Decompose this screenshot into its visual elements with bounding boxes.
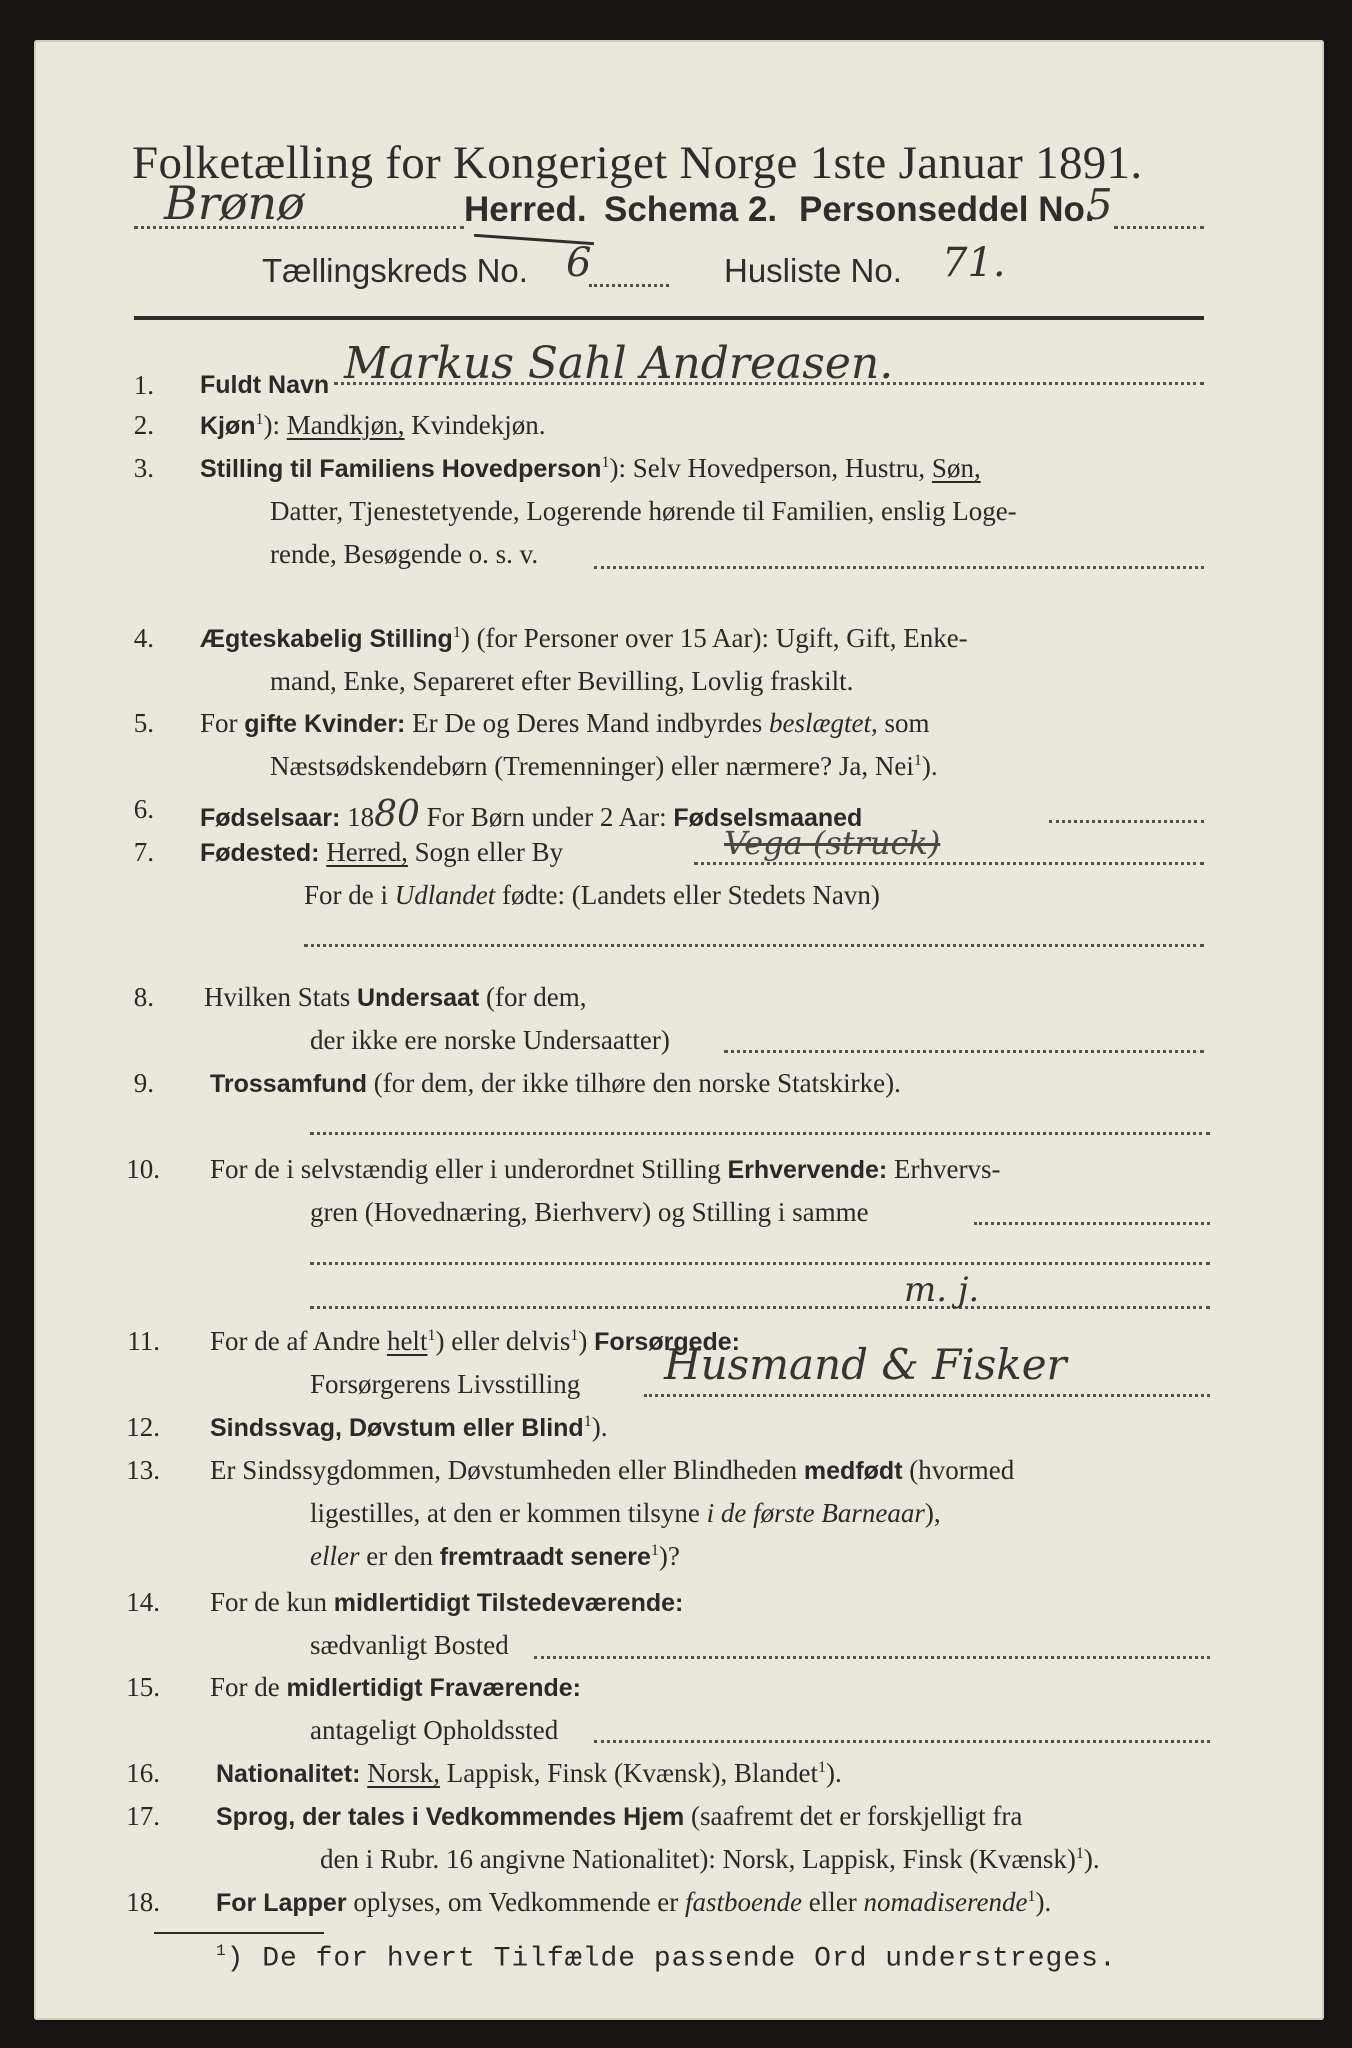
q8-end: (for dem, [479, 982, 587, 1012]
q18-number: 18. [126, 1887, 160, 1917]
q7-line1 [200, 837, 563, 868]
q18-text: oplyses, om Vedkommende er [346, 1887, 686, 1917]
q11-handwritten-mark: m. j. [904, 1270, 980, 1310]
q2-text: ): [263, 410, 287, 440]
q10-dotted-line3 [310, 1306, 1210, 1309]
q10-pre: For de i selvstændig eller i underordnet Stilling [210, 1154, 728, 1184]
q1-label: Fuldt Navn [200, 371, 330, 399]
q9-label: Trossamfund [210, 1070, 367, 1098]
q7-text: Sogn eller By [407, 837, 564, 867]
q7-dotted-line2 [304, 944, 1204, 947]
q3-number: 3. [133, 453, 154, 483]
q16-text: Lappisk, Finsk (Kvænsk), Blandet [439, 1758, 818, 1788]
q1-dotted-line [334, 382, 1204, 385]
q7-line2-italic: Udlandet [394, 880, 496, 910]
q7-answer-struck: Vega (struck) [724, 824, 941, 862]
q18-italic1: fastboende [685, 1887, 803, 1917]
q5-sup: 1 [913, 752, 922, 769]
q18-mid: eller [802, 1887, 864, 1917]
q11-number: 11. [127, 1326, 160, 1356]
q5-line2-text: Næstsødskendebørn (Tremenninger) eller nærmere? Ja, Nei [270, 751, 914, 781]
q3-label: Stilling til Familiens Hovedperson [200, 455, 602, 483]
q13-line3-end: )? [658, 1541, 680, 1571]
q11-line2: Forsørgerens Livsstilling [310, 1369, 581, 1399]
q13-sup: 1 [650, 1542, 659, 1559]
q13-line2-pre: ligestilles, at den er kommen tilsyne [310, 1498, 707, 1528]
q5-line2 [270, 751, 938, 782]
q6-year-handwritten: 80 [374, 794, 420, 835]
q13-line3-italic: eller [310, 1541, 360, 1571]
q9-line [210, 1068, 901, 1099]
q13-line2 [310, 1498, 941, 1529]
q3-line1 [200, 453, 981, 484]
q17-line2-end: ). [1083, 1844, 1100, 1874]
q8-pre: Hvilken Stats [204, 982, 357, 1012]
q10-end: Erhvervs- [887, 1154, 1001, 1184]
q15-number: 15. [126, 1672, 160, 1702]
footnote-sup: 1 [216, 1942, 227, 1960]
q17-line2-text: den i Rubr. 16 angivne Nationalitet): Norsk, Lappisk, Finsk (Kvænsk) [320, 1844, 1076, 1874]
husliste-label: Husliste No. [724, 252, 902, 289]
q5-pre: For [200, 708, 245, 738]
herred-handwritten: Brønø [164, 176, 305, 230]
q13-line3 [310, 1541, 680, 1572]
q18-line [216, 1887, 1051, 1918]
husliste-number: 71. [942, 240, 1006, 286]
q17-line2 [320, 1844, 1100, 1875]
q14-line2: sædvanligt Bosted [310, 1630, 509, 1660]
q7-number: 7. [133, 837, 154, 867]
q11-mid-end: ) [578, 1326, 595, 1356]
q8-line2: der ikke ere norske Undersaatter) [310, 1025, 670, 1055]
q12-number: 12. [126, 1412, 160, 1442]
q10-number: 10. [126, 1154, 160, 1184]
q11-sup2: 1 [570, 1327, 579, 1344]
personseddel-number: 5 [1086, 180, 1113, 229]
q13-label2: fremtraadt senere [439, 1543, 651, 1571]
q2-option-kvindekjon: Kvindekjøn. [404, 410, 546, 440]
kreds-number: 6 [566, 240, 592, 286]
q16-number: 16. [126, 1758, 160, 1788]
q8-dotted-line [724, 1050, 1204, 1053]
q12-end: ). [591, 1412, 608, 1442]
q2-line [200, 410, 546, 441]
q6-label2: Fødselsmaaned [673, 804, 863, 832]
q13-number: 13. [126, 1455, 160, 1485]
q3-line2: Datter, Tjenestetyende, Logerende hørende til Familien, enslig Loge- [270, 496, 1017, 526]
q2-label: Kjøn [200, 412, 256, 440]
q11-answer-livsstilling: Husmand & Fisker [664, 1340, 1067, 1389]
q11-sup1: 1 [427, 1327, 436, 1344]
q14-line1 [210, 1587, 683, 1618]
q17-number: 17. [126, 1801, 160, 1831]
q3-option-son: Søn, [931, 453, 981, 483]
footnote [216, 1942, 1117, 1974]
q3-sup: 1 [601, 454, 610, 471]
q5-line1 [200, 708, 930, 739]
census-form-sheet [34, 40, 1324, 2020]
q15-pre: For de [210, 1672, 287, 1702]
q7-line2-end: fødte: (Landets eller Stedets Navn) [495, 880, 880, 910]
q7-line2-pre: For de i [304, 880, 395, 910]
q9-text: (for dem, der ikke tilhøre den norske Statskirke). [366, 1068, 901, 1098]
q5-text: Er De og Deres Mand indbyrdes [405, 708, 770, 738]
q13-label: medfødt [803, 1457, 903, 1485]
q2-sup: 1 [255, 411, 264, 428]
q14-label: midlertidigt Tilstedeværende: [333, 1589, 684, 1617]
q4-number: 4. [133, 623, 154, 653]
q11-line1 [210, 1326, 740, 1357]
q17-label: Sprog, der tales i Vedkommendes Hjem [216, 1803, 685, 1831]
q12-label: Sindssvag, Døvstum eller Blind [210, 1414, 584, 1442]
q13-end: (hvormed [902, 1455, 1015, 1485]
schema-label: Schema 2. [604, 190, 778, 229]
q16-sup: 1 [817, 1759, 826, 1776]
kreds-label: Tællingskreds No. [262, 252, 528, 289]
q7-dotted-line [694, 862, 1204, 865]
q10-line2: gren (Hovednæring, Bierhverv) og Stilling i samme [310, 1197, 869, 1227]
q5-line2-end: ). [921, 751, 938, 781]
q13-line3-mid: er den [359, 1541, 440, 1571]
q6-middle: For Børn under 2 Aar: [419, 802, 674, 832]
q11-option-helt: helt [386, 1326, 428, 1356]
q8-number: 8. [133, 982, 154, 1012]
q6-year-prefix: 18 [340, 802, 375, 832]
q10-line1 [210, 1154, 1000, 1185]
q1-answer-name: Markus Sahl Andreasen. [344, 338, 894, 389]
q5-number: 5. [133, 708, 154, 738]
q15-label: midlertidigt Fraværende: [286, 1674, 581, 1702]
q18-end: ). [1035, 1887, 1052, 1917]
q4-line1 [200, 623, 968, 654]
q18-italic2: nomadiserende [863, 1887, 1028, 1917]
q12-sup: 1 [583, 1413, 592, 1430]
q14-number: 14. [126, 1587, 160, 1617]
q5-italic: beslægtet, [769, 708, 878, 738]
q8-line1 [204, 982, 586, 1013]
q16-option-norsk: Norsk, [367, 1758, 440, 1788]
footnote-rule [154, 1932, 324, 1934]
q18-label: For Lapper [216, 1889, 347, 1917]
q1-number: 1. [133, 370, 154, 400]
q2-option-mandkjon: Mandkjøn, [286, 410, 405, 440]
personseddel-dotted-line [1114, 226, 1204, 229]
q7-label: Fødested: [200, 839, 320, 867]
q3-line3: rende, Besøgende o. s. v. [270, 539, 539, 569]
q15-line1 [210, 1672, 581, 1703]
q11-dotted-line [644, 1394, 1210, 1397]
q2-number: 2. [133, 410, 154, 440]
herred-label: Herred. [464, 190, 587, 229]
q8-label: Undersaat [357, 984, 480, 1012]
footnote-text: ) De for hvert Tilfælde passende Ord understreges. [226, 1943, 1117, 1975]
q13-line1 [210, 1455, 1014, 1486]
q3-dotted-line [594, 566, 1204, 569]
q5-label: gifte Kvinder: [244, 710, 406, 738]
q15-line2: antageligt Opholdssted [310, 1715, 559, 1745]
q11-label: Forsørgede: [594, 1328, 741, 1356]
q15-dotted-line [594, 1740, 1210, 1743]
q3-text: ): Selv Hovedperson, Hustru, [609, 453, 932, 483]
q10-label: Erhvervende: [727, 1156, 888, 1184]
q4-line2: mand, Enke, Separeret efter Bevilling, Lovlig fraskilt. [270, 666, 854, 696]
q14-dotted-line [534, 1656, 1210, 1659]
q7-line2 [304, 880, 880, 911]
q6-number: 6. [133, 794, 154, 824]
q9-number: 9. [133, 1068, 154, 1098]
q17-line1 [216, 1801, 1022, 1832]
kreds-dotted-line [589, 284, 669, 287]
q12-line [210, 1412, 607, 1443]
q5-end: som [877, 708, 930, 738]
q6-label: Fødselsaar: [200, 804, 341, 832]
q16-line [216, 1758, 842, 1789]
q11-pre: For de af Andre [210, 1326, 387, 1356]
q4-sup: 1 [452, 624, 461, 641]
q10-dotted-line1 [974, 1222, 1210, 1225]
q16-label: Nationalitet: [216, 1760, 361, 1788]
q4-text: ) (for Personer over 15 Aar): Ugift, Gift, Enke- [460, 623, 968, 653]
q13-line2-italic: i de første Barneaar [706, 1498, 925, 1528]
q16-end: ). [825, 1758, 842, 1788]
q18-sup: 1 [1027, 1888, 1036, 1905]
q17-end: (saafremt det er forskjelligt fra [684, 1801, 1023, 1831]
q13-pre: Er Sindssygdommen, Døvstumheden eller Blindheden [210, 1455, 804, 1485]
personseddel-label: Personseddel No. [799, 190, 1095, 229]
q14-pre: For de kun [210, 1587, 334, 1617]
q7-option-herred: Herred, [326, 837, 408, 867]
q6-dotted-line [1049, 820, 1204, 823]
q9-dotted-line [310, 1132, 1210, 1135]
q13-line2-end: ), [924, 1498, 941, 1528]
q4-label: Ægteskabelig Stilling [200, 625, 453, 653]
q10-dotted-line2 [310, 1262, 1210, 1265]
form-title: Folketælling for Kongeriget Norge 1ste Januar 1891. [132, 137, 1143, 189]
header-rule [134, 316, 1204, 320]
q17-sup: 1 [1075, 1845, 1084, 1862]
q11-mid: ) eller delvis [435, 1326, 571, 1356]
